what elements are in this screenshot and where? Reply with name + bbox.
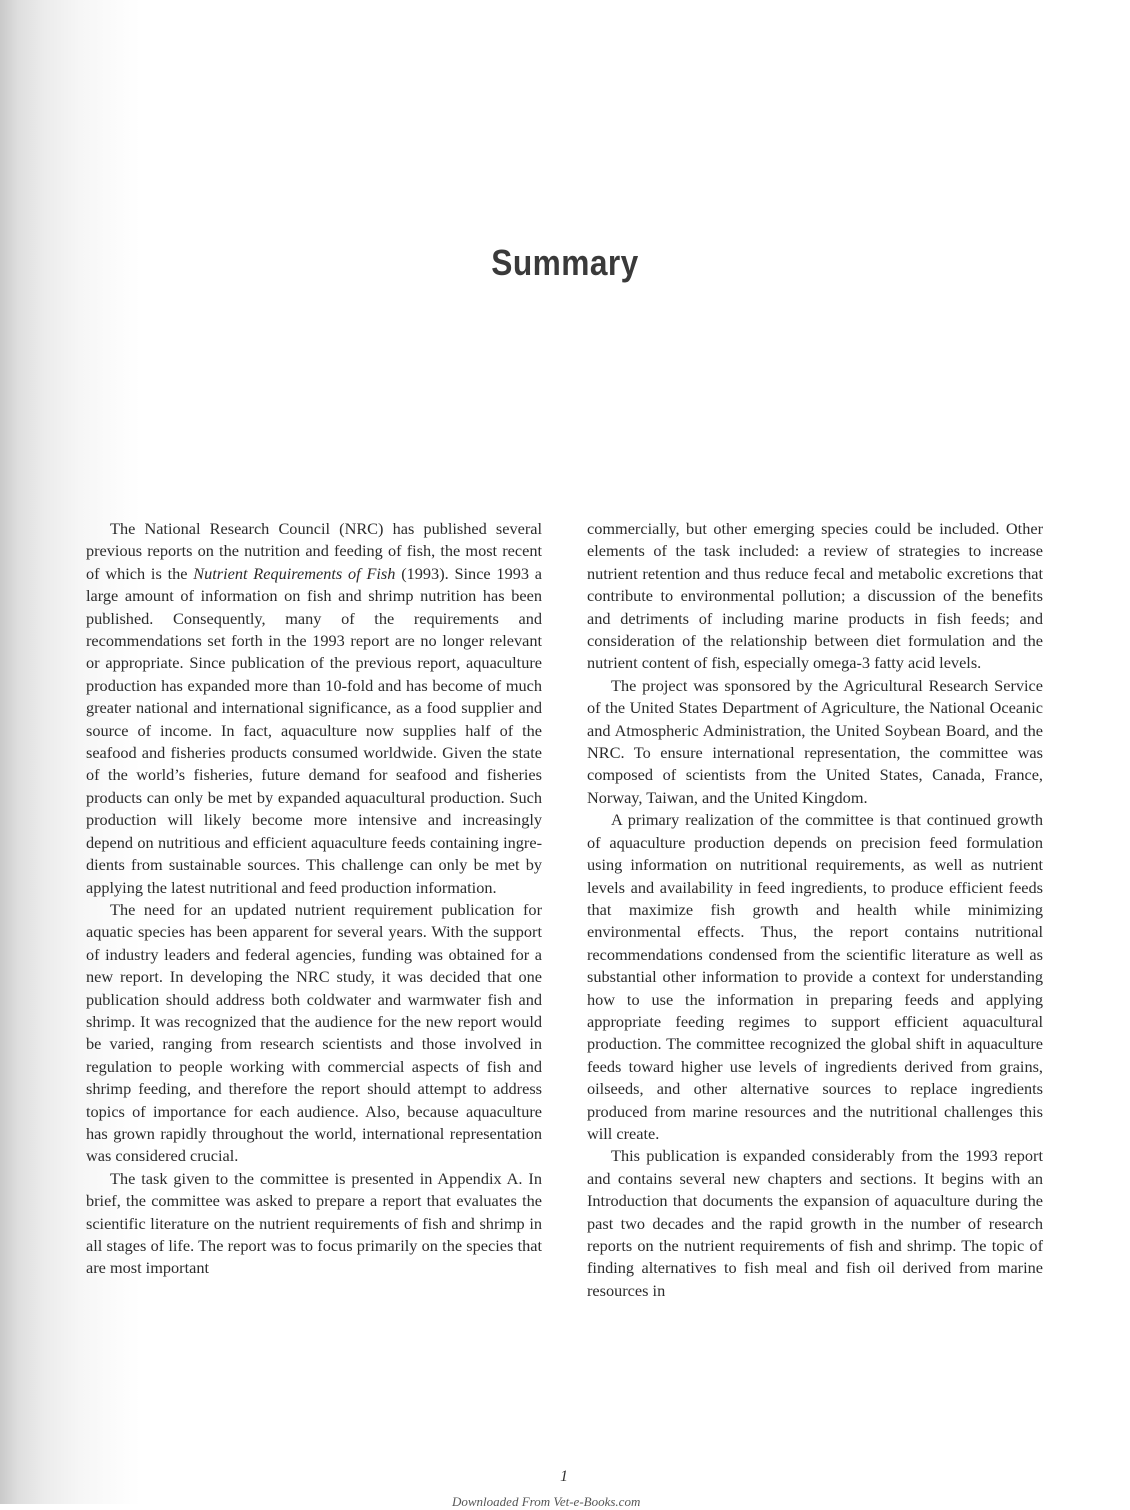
download-watermark: Downloaded From Vet-e-Books.com [452,1494,641,1509]
paragraph: The need for an updated nutrient requirement publication for aquatic species has been apparent for several years. With the support of industry leaders and federal agencies, funding was obtained for a new report. In developing the NRC study, it was decided that one publication should address both coldwater and warmwater fish and shrimp. It was recognized that the audience for the new report would be varied, ranging from research scientists and those involved in regulation to people working with commercial aspects of fish and shrimp feeding, and therefore the report should attempt to address topics of importance for each audience. Also, because aquaculture has grown rapidly throughout the world, international representation was considered crucial. [86,899,542,1166]
left-column [86,518,542,1280]
right-column [587,518,1043,1302]
publication-title: Nutrient Requirements of Fish [193,563,396,583]
paragraph: The project was sponsored by the Agricultural Research Service of the United States Department of Agriculture, the National Oceanic and Atmospheric Administration, the United Soybean Board, and the NRC. To ensure international representation, the committee was composed of scientists from the United States, Canada, France, Norway, Taiwan, and the United Kingdom. [587,675,1043,807]
paragraph: This publication is expanded considerably from the 1993 report and contains several new chapters and sections. It begins with an Introduction that documents the expansion of aquaculture during the past two decades and the rapid growth in the number of research reports on the nutrient requirements of fish and shrimp. The topic of finding alternatives to fish meal and fish oil derived from marine resources in [587,1146,1043,1300]
paragraph-continued: commercially, but other emerging species could be included. Other elements of the task included: a review of strategies to increase nutrient retention and thus reduce fecal and metabolic excretions that contribute to environmental pollution; a discussion of the benefits and detriments of including marine products in fish feeds; and consideration of the relationship between diet formulation and the nutrient content of fish, especially omega-3 fatty acid levels. [587,519,1043,673]
page-number: 1 [560,1468,568,1485]
page-title: Summary [491,242,639,284]
paragraph-text: The National Research Council (NRC) has published several previous reports on the nutrition and feeding of fish, the most recent of which is the [86,519,542,583]
paragraph: A primary realization of the committee is that continued growth of aquaculture production depends on precision feed formulation using information on nutritional requirements, as well as nutrient levels and availability in feed ingredients, to produce efficient feeds that maximize fish growth and health while minimizing environmental effects. Thus, the report contains nutritional recommendations condensed from the scientific literature as well as substantial other information to provide a context for understanding how to use the information in preparing feeds and applying appropriate feeding regimes to support efficient aquacultural production. The committee recognized the global shift in aquaculture feeds toward higher use levels of ingredients derived from grains, oilseeds, and other alternative sources to replace ingredients produced from marine resources and the nutritional challenges this will create. [587,810,1043,1143]
paragraph-text: (1993). Since 1993 a large amount of information on fish and shrimp nutrition has been published. Consequently, many of the requirements and recommendations set forth in the 1993 report are no longer relevant or appropriate. Since publication of the previous report, aquaculture production has expanded more than 10-fold and has become of much greater national and international significance, as a food supplier and source of income. In fact, aquaculture now supplies half of the seafood and fisheries products consumed worldwide. Given the state of the world’s fisheries, future demand for seafood and fisheries products can only be met by expanded aquacultural production. Such production will likely become more intensive and increasingly depend on nutritious and efficient aquaculture feeds containing ingredients from sustainable sources. This challenge can only be met by applying the latest nutritional and feed production information. [86,563,543,897]
paragraph [86,518,542,899]
paragraph: The task given to the committee is presented in Appendix A. In brief, the committee was asked to prepare a report that evaluates the scientific literature on the nutrient requirements of fish and shrimp in all stages of life. The report was to focus primarily on the species that are most important [86,1168,542,1278]
